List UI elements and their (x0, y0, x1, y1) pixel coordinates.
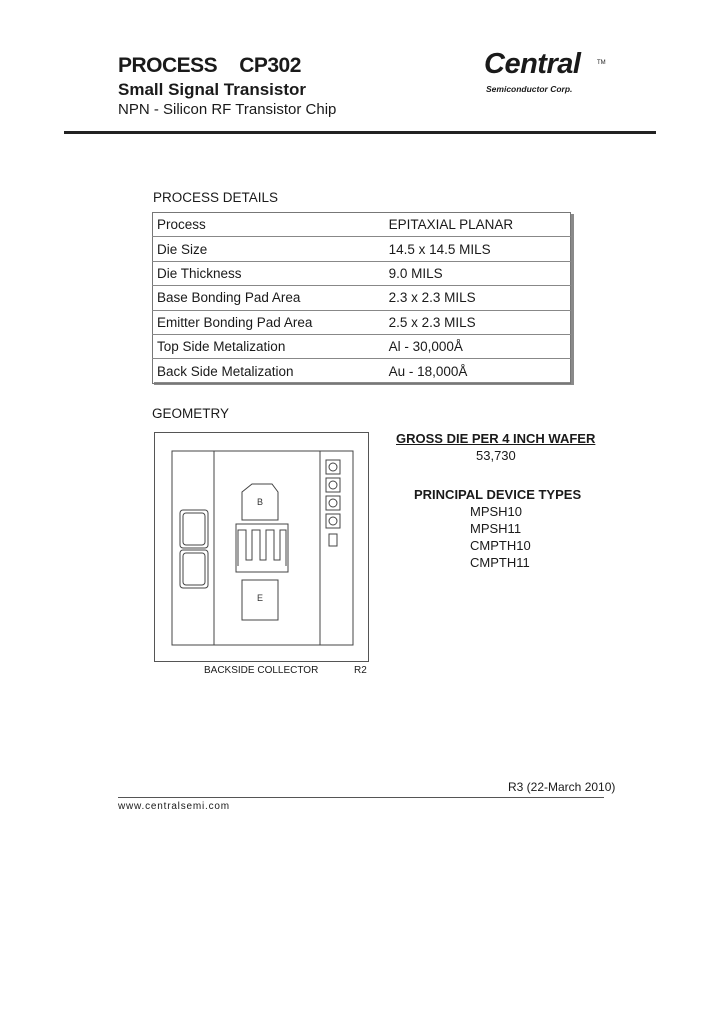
table-row (153, 261, 571, 285)
row-label: Base Bonding Pad Area (153, 286, 379, 310)
process-details-table (152, 212, 571, 384)
row-value: 14.5 x 14.5 MILS (379, 237, 571, 261)
row-value: EPITAXIAL PLANAR (379, 213, 571, 237)
document-description: NPN - Silicon RF Transistor Chip (118, 101, 337, 118)
list-item: CMPTH11 (470, 555, 530, 570)
logo-brand: Central (484, 48, 581, 80)
row-value: Au - 18,000Å (379, 359, 571, 383)
table-row (153, 286, 571, 310)
row-label: Top Side Metalization (153, 334, 379, 358)
table-row (153, 310, 571, 334)
list-item: CMPTH10 (470, 538, 531, 553)
logo-corp: Semiconductor Corp. (486, 84, 573, 94)
row-value: 2.5 x 2.3 MILS (379, 310, 571, 334)
company-logo (484, 48, 606, 106)
interdigitated-fingers (238, 530, 286, 566)
process-details-title: PROCESS DETAILS (153, 190, 279, 205)
left-pad-upper (180, 510, 208, 548)
row-label: Die Size (153, 237, 379, 261)
footer-divider (118, 797, 604, 798)
emitter-label: E (256, 593, 264, 603)
table-row (153, 359, 571, 383)
list-item: MPSH11 (470, 521, 522, 536)
table-row (153, 237, 571, 261)
document-revision: R3 (22-March 2010) (508, 780, 616, 794)
die-geometry-diagram (154, 432, 369, 662)
row-label: Emitter Bonding Pad Area (153, 310, 379, 334)
process-title (118, 54, 301, 78)
geometry-revision: R2 (354, 665, 367, 676)
test-structure-4 (326, 514, 340, 528)
row-label: Back Side Metalization (153, 359, 379, 383)
device-types-list (470, 503, 531, 571)
table-row (153, 334, 571, 358)
logo-trademark: TM (597, 60, 606, 66)
header-divider (64, 131, 656, 134)
row-value: 2.3 x 2.3 MILS (379, 286, 571, 310)
test-structure-5 (329, 534, 337, 546)
list-item: MPSH10 (470, 504, 523, 519)
gross-die-title: GROSS DIE PER 4 INCH WAFER (396, 431, 596, 446)
test-structure-1 (326, 460, 340, 474)
test-structure-3 (326, 496, 340, 510)
row-label: Process (153, 213, 379, 237)
table-row (153, 213, 571, 237)
table-shadow-right (571, 214, 574, 385)
geometry-caption: BACKSIDE COLLECTOR (204, 665, 319, 676)
row-label: Die Thickness (153, 261, 379, 285)
left-pad-lower (180, 550, 208, 588)
document-subtitle: Small Signal Transistor (118, 80, 307, 99)
process-word: PROCESS (118, 54, 218, 77)
gross-die-value: 53,730 (476, 448, 516, 463)
row-value: 9.0 MILS (379, 261, 571, 285)
base-label: B (256, 497, 264, 507)
test-structure-2 (326, 478, 340, 492)
row-value: Al - 30,000Å (379, 334, 571, 358)
geometry-title: GEOMETRY (152, 406, 230, 421)
device-types-title: PRINCIPAL DEVICE TYPES (414, 487, 582, 502)
process-number: CP302 (239, 54, 301, 77)
website-link[interactable]: www.centralsemi.com (118, 801, 230, 812)
